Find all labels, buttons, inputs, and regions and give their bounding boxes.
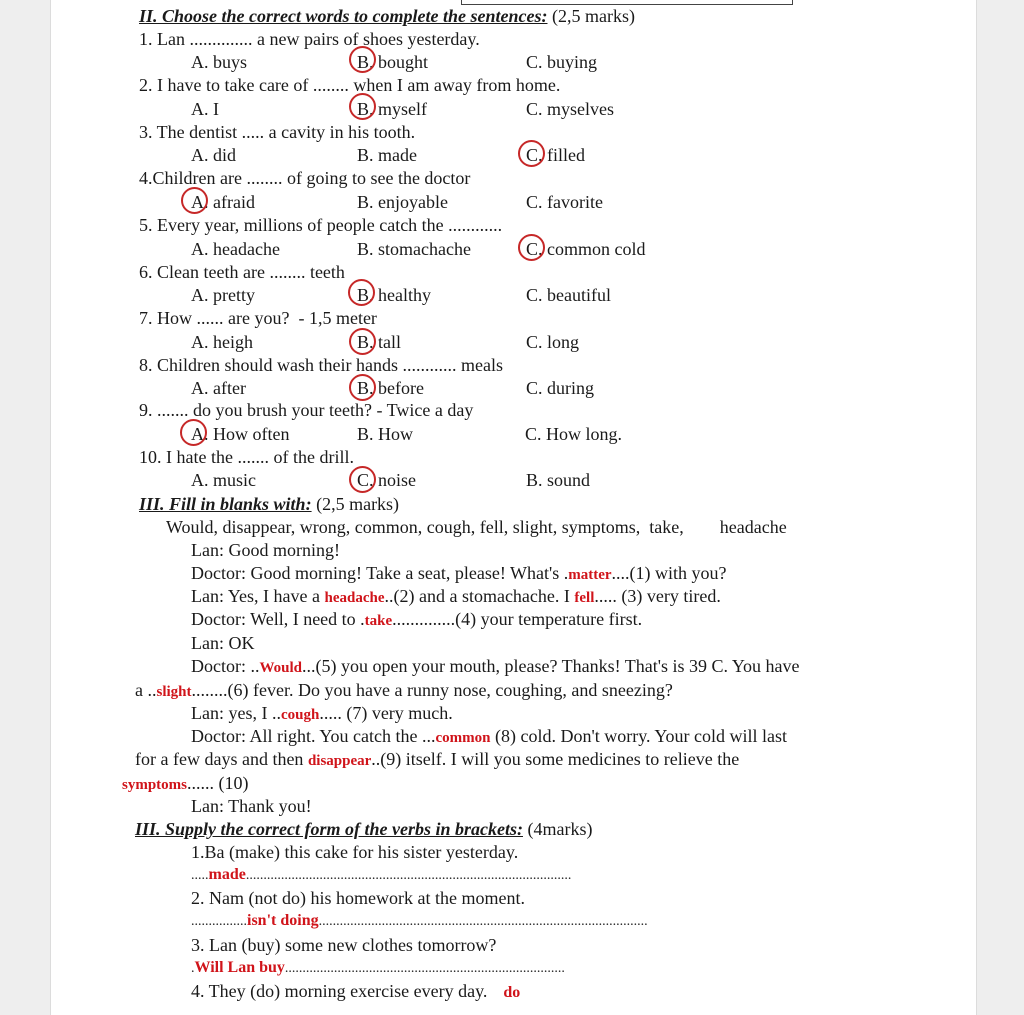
option-c: C. favorite <box>526 192 603 212</box>
answer-4: take <box>364 613 393 629</box>
answer-5: Would <box>259 660 303 676</box>
dialogue-line: a ..slight........(6) fever. Do you have a runny nose, coughing, and sneezing? <box>135 680 673 700</box>
dialogue-line: Doctor: ..Would...(5) you open your mouth, please? Thanks! That's is 39 C. You have <box>191 656 800 676</box>
answer-circle <box>349 46 376 73</box>
option-b: B. made <box>357 145 417 165</box>
answer-line-3: .Will Lan buy................................................................................ <box>191 959 565 976</box>
answer-circle <box>348 279 375 306</box>
option-a: A. I <box>191 99 219 119</box>
option-c: C. filled <box>526 145 585 165</box>
document-page: II. Choose the correct words to complete the sentences: (2,5 marks) 1. Lan .............. a new pairs of shoes yesterday. A. buys B. bought C. buying 2. I have to take care of ........ when I am away from home. A. I B. myself C. myselves 3. The dentist ..... a cavity in his tooth. A. did B. made C. filled 4.Children are ........ of going to see the doctor A. afraid B. enjoyable C. favorite 5. Every year, millions of people catch the ............ A. headache B. stomachache C. common cold 6. Clean teeth are ........ teeth A. pretty B. healthy C. beautiful 7. How ...... are you? - 1,5 meter A. heigh B. tall C. long 8. Children should wash their hands ............ meals A. after B. before C. during 9. ....... do you brush your teeth? - Twice a day A. How often B. How C. How long. 10. I hate the ....... of the drill. A. music C. noise B. sound III. Fill in blanks with: (2,5 marks) Would, disappear, wrong, common, cough, fell, slight, symptoms, take, headache Lan: Good morning! Doctor: Good morning! Take a seat, please! What's .matter....(1) with you? Lan: Yes, I have a headache..(2) and a stomachache. I fell..... (3) very tired. Doctor: Well, I need to .take..............(4) your temperature first. Lan: OK Doctor: ..Would...(5) you open your mouth, please? Thanks! That's is 39 C. You have a ..slight........(6) fever. Do you have a runny nose, coughing, and sneezing? Lan: yes, I ..cough..... (7) very much. Doctor: All right. You catch the ...common (8) cold. Don't worry. Your cold will last for a few days and then disappear..(9) itself. I will you some medicines to relieve the symptoms...... (10) Lan: Thank you! III. Supply the correct form of the verbs in brackets: (4marks) 1.Ba (make) this cake for his sister yesterday. .....made............................................................................................. 2. Nam (not do) his homework at the moment. ................isn't doing.............................................................................................. 3. Lan (buy) some new clothes tomorrow? .Will Lan buy................................................................................ 4. They (do) morning exercise every day. do <box>50 0 977 1015</box>
answer-circle <box>349 374 376 401</box>
verb-answer-3: Will Lan buy <box>194 959 285 976</box>
option-a: A. pretty <box>191 285 255 305</box>
answer-1: matter <box>568 567 612 583</box>
option-b: B. bought <box>357 52 429 72</box>
option-c: C. long <box>526 332 580 352</box>
option-b: B. tall <box>357 332 401 352</box>
dialogue-line: for a few days and then disappear..(9) itself. I will you some medicines to relieve the <box>135 749 740 769</box>
answer-line-2: ................isn't doing.............................................................................................. <box>191 912 648 929</box>
option-a: A. How often <box>191 424 290 444</box>
answer-circle <box>180 419 207 446</box>
answer-8: common <box>435 730 491 746</box>
option-a: A. buys <box>191 52 248 72</box>
verb-question-4: 4. They (do) morning exercise every day. do <box>191 981 521 1001</box>
option-b: B. stomachache <box>357 239 471 259</box>
answer-10: symptoms <box>122 777 188 793</box>
answer-6: slight <box>156 684 192 700</box>
dialogue-line: Lan: OK <box>191 633 255 653</box>
option-a: A. heigh <box>191 332 253 352</box>
answer-line-1: .....made............................................................................................. <box>191 866 572 883</box>
answer-circle <box>518 140 545 167</box>
option-a: A. after <box>191 378 246 398</box>
option-c: C. common cold <box>526 239 646 259</box>
dialogue-line: Lan: Yes, I have a headache..(2) and a stomachache. I fell..... (3) very tired. <box>191 586 721 606</box>
option-a: A. did <box>191 145 236 165</box>
section-4-title: III. Supply the correct form of the verbs in brackets: (4marks) <box>135 819 593 839</box>
dialogue-line: Doctor: All right. You catch the ...common (8) cold. Don't worry. Your cold will last <box>191 726 788 746</box>
option-a: A. headache <box>191 239 280 259</box>
option-a: A. afraid <box>191 192 255 212</box>
word-bank: Would, disappear, wrong, common, cough, fell, slight, symptoms, take, headache <box>166 517 787 537</box>
option-c: C. myselves <box>526 99 614 119</box>
answer-3: fell <box>574 590 595 606</box>
verb-question-3: 3. Lan (buy) some new clothes tomorrow? <box>191 935 497 955</box>
verb-question-1: 1.Ba (make) this cake for his sister yesterday. <box>191 842 519 862</box>
option-b: B. How <box>357 424 414 444</box>
dialogue-line: symptoms...... (10) <box>122 773 249 793</box>
option-c: C. during <box>526 378 595 398</box>
dialogue-line: Lan: Thank you! <box>191 796 312 816</box>
answer-circle <box>518 234 545 261</box>
section-2-title: II. Choose the correct words to complete the sentences: (2,5 marks) <box>139 6 635 26</box>
answer-9: disappear <box>307 753 372 769</box>
option-b: B. before <box>357 378 424 398</box>
verb-answer-1: made <box>208 866 246 883</box>
dialogue-line: Lan: yes, I ..cough..... (7) very much. <box>191 703 453 723</box>
option-c: C. beautiful <box>526 285 611 305</box>
option-c: B. sound <box>526 470 591 490</box>
answer-circle <box>349 93 376 120</box>
answer-7: cough <box>280 707 320 723</box>
option-c: C. buying <box>526 52 598 72</box>
section-3-title: III. Fill in blanks with: (2,5 marks) <box>139 494 400 514</box>
answer-circle <box>181 187 208 214</box>
option-b: B. healthy <box>357 285 431 305</box>
verb-answer-4: do <box>503 984 521 1001</box>
option-b: B. myself <box>357 99 427 119</box>
verb-question-2: 2. Nam (not do) his homework at the moment. <box>191 888 525 908</box>
answer-circle <box>349 466 376 493</box>
option-a: A. music <box>191 470 256 490</box>
answer-2: headache <box>324 590 385 606</box>
option-c: C. How long. <box>525 424 623 444</box>
answer-circle <box>349 328 376 355</box>
dialogue-line: Lan: Good morning! <box>191 540 340 560</box>
dialogue-line: Doctor: Well, I need to .take..............(4) your temperature first. <box>191 609 643 629</box>
option-b: C. noise <box>357 470 417 490</box>
option-b: B. enjoyable <box>357 192 448 212</box>
dialogue-line: Doctor: Good morning! Take a seat, please! What's .matter....(1) with you? <box>191 563 727 583</box>
verb-answer-2: isn't doing <box>247 912 319 929</box>
